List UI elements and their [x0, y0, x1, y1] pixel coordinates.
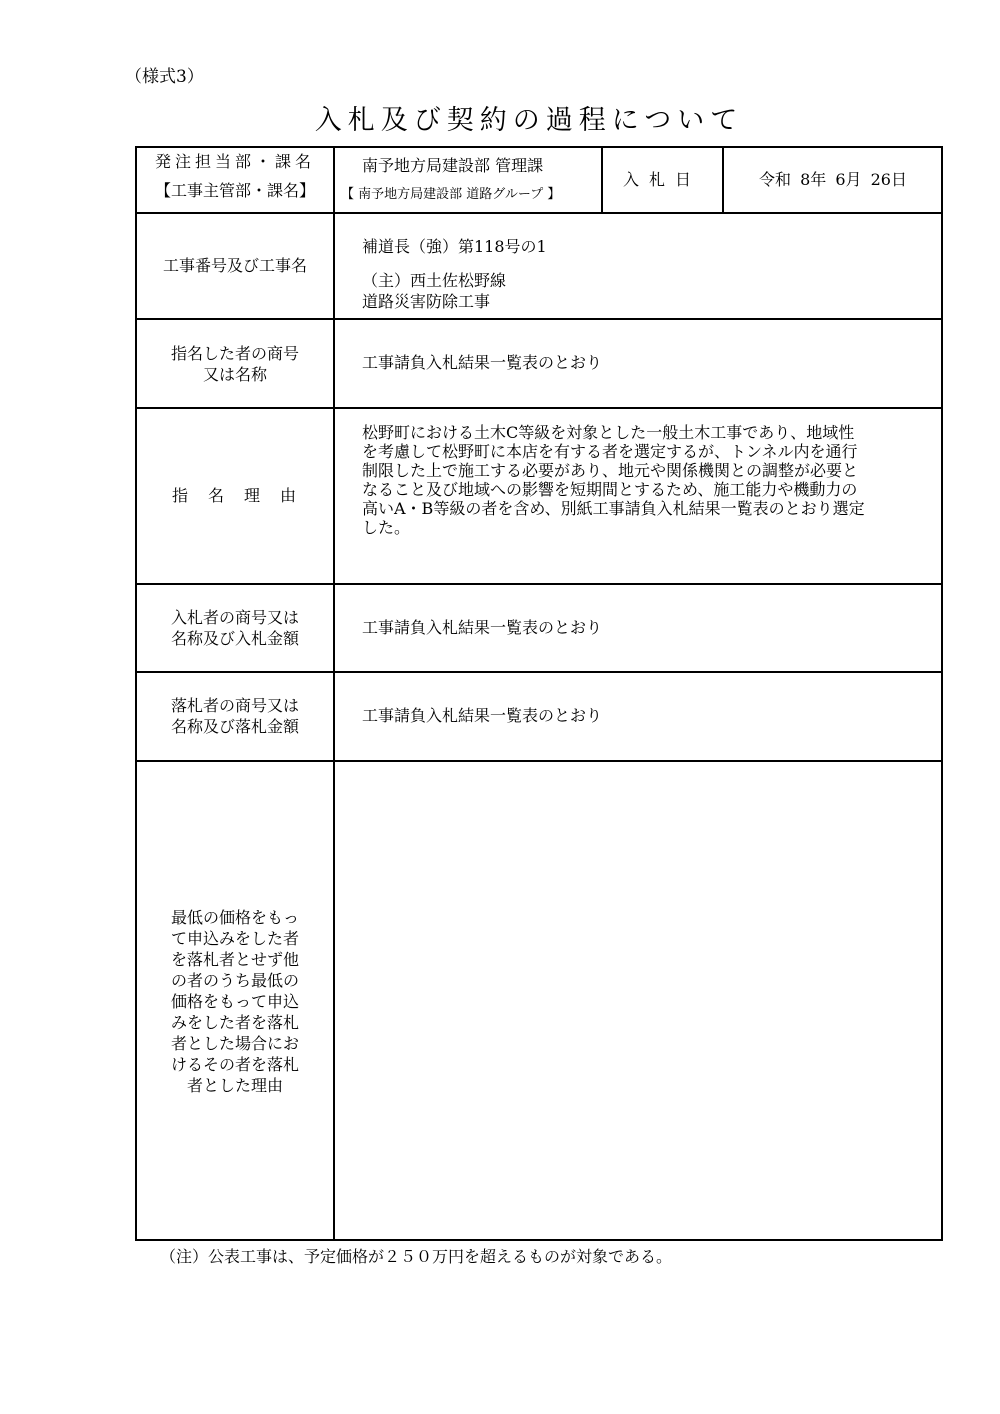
reason-line: を考慮して松野町に本店を有する者を選定するが、トンネル内を通行 — [362, 442, 858, 461]
non-lowest-label-line: の者のうち最低の — [170, 971, 299, 990]
winner-label-line: 名称及び落札金額 — [170, 717, 299, 736]
winner-label — [137, 695, 333, 737]
managing-department: 【 南予地方局建設部 道路グループ 】 — [341, 187, 561, 202]
designated-label — [137, 343, 333, 385]
non-lowest-label-line: 価格をもって申込 — [170, 992, 299, 1011]
bidders-label — [137, 607, 333, 649]
reason-line: 松野町における土木C等級を対象とした一般土木工事であり、地域性 — [362, 423, 855, 442]
designated-label-line: 又は名称 — [202, 365, 267, 384]
reason-text — [362, 423, 940, 537]
project-label: 工事番号及び工事名 — [162, 256, 307, 275]
document-title: 入札及び契約の過程について — [314, 105, 744, 136]
bidders-value: 工事請負入札結果一覧表のとおり — [362, 618, 603, 637]
project-route: （主）西土佐松野線 — [362, 271, 507, 290]
non-lowest-reason-label — [137, 907, 333, 1096]
winner-label-line: 落札者の商号又は — [170, 696, 299, 715]
non-lowest-label-line: みをした者を落札 — [170, 1013, 299, 1032]
bidders-label-line: 名称及び入札金額 — [170, 629, 299, 648]
reason-line: なること及び地域への影響を短期間とするため、施工能力や機動力の — [362, 480, 858, 499]
row-divider — [135, 407, 943, 409]
department-label-line: 【工事主管部・課名】 — [154, 181, 315, 200]
row-divider — [135, 212, 943, 214]
bid-date-label: 入札日 — [622, 170, 701, 189]
non-lowest-label-line: けるその者を落札 — [170, 1055, 299, 1074]
non-lowest-label-line: 最低の価格をもっ — [170, 908, 299, 927]
row-divider — [135, 671, 943, 673]
project-name: 道路災害防除工事 — [362, 292, 491, 311]
reason-label: 指 名 理 由 — [171, 486, 298, 505]
form-number-label: （様式3） — [125, 67, 204, 87]
non-lowest-label-line: 者とした理由 — [186, 1076, 283, 1095]
bid-date-value: 令和 8年 6月 26日 — [759, 170, 907, 189]
row-divider — [135, 318, 943, 320]
non-lowest-label-line: を落札者とせず他 — [170, 950, 299, 969]
winner-value: 工事請負入札結果一覧表のとおり — [362, 706, 603, 725]
row-divider — [135, 583, 943, 585]
column-divider — [333, 146, 335, 1241]
department-label-line: 発注担当部・課名 — [154, 152, 315, 171]
reason-line: 制限した上で施工する必要があり、地元や関係機関との調整が必要と — [362, 461, 859, 480]
department-value — [337, 156, 601, 204]
row-divider — [135, 760, 943, 762]
reason-line: 高いA・B等級の者を含め、別紙工事請負入札結果一覧表のとおり選定 — [362, 499, 865, 518]
reason-line: した。 — [362, 518, 411, 537]
non-lowest-label-line: て申込みをした者 — [170, 929, 299, 948]
footnote: （注）公表工事は、予定価格が２５０万円を超えるものが対象である。 — [160, 1247, 673, 1266]
bidders-label-line: 入札者の商号又は — [170, 608, 299, 627]
department-label — [137, 152, 333, 210]
designated-value: 工事請負入札結果一覧表のとおり — [362, 353, 603, 372]
project-number: 補道長（強）第118号の1 — [362, 237, 547, 256]
non-lowest-label-line: 者とした場合にお — [170, 1034, 299, 1053]
designated-label-line: 指名した者の商号 — [170, 344, 299, 363]
ordering-department: 南予地方局建設部 管理課 — [362, 156, 544, 175]
